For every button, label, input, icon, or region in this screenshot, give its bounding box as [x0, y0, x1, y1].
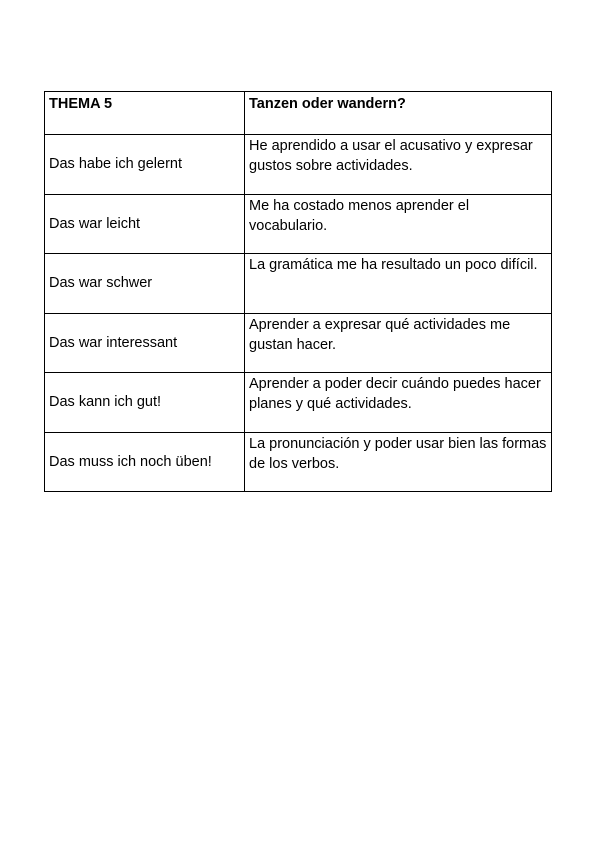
- row-label: Das war schwer: [45, 254, 245, 314]
- row-label: Das habe ich gelernt: [45, 135, 245, 195]
- table-row: [45, 432, 552, 492]
- row-label: Das kann ich gut!: [45, 373, 245, 433]
- row-answer: He aprendido a usar el acusativo y expresar gustos sobre actividades.: [245, 135, 552, 195]
- row-label: Das war interessant: [45, 313, 245, 373]
- row-answer: Aprender a poder decir cuándo puedes hacer planes y qué actividades.: [245, 373, 552, 433]
- table-row: [45, 135, 552, 195]
- row-answer: Aprender a expresar qué actividades me gustan hacer.: [245, 313, 552, 373]
- row-answer: La pronunciación y poder usar bien las formas de los verbos.: [245, 432, 552, 492]
- table-row: [45, 194, 552, 254]
- row-label: Das muss ich noch üben!: [45, 432, 245, 492]
- table-header-row: [45, 92, 552, 135]
- reflection-table: [44, 91, 552, 492]
- theme-number-heading: THEMA 5: [45, 92, 245, 135]
- table-row: [45, 313, 552, 373]
- row-answer: La gramática me ha resultado un poco difícil.: [245, 254, 552, 314]
- table-row: [45, 254, 552, 314]
- theme-title-heading: Tanzen oder wandern?: [245, 92, 552, 135]
- row-label: Das war leicht: [45, 194, 245, 254]
- row-answer: Me ha costado menos aprender el vocabulario.: [245, 194, 552, 254]
- table-row: [45, 373, 552, 433]
